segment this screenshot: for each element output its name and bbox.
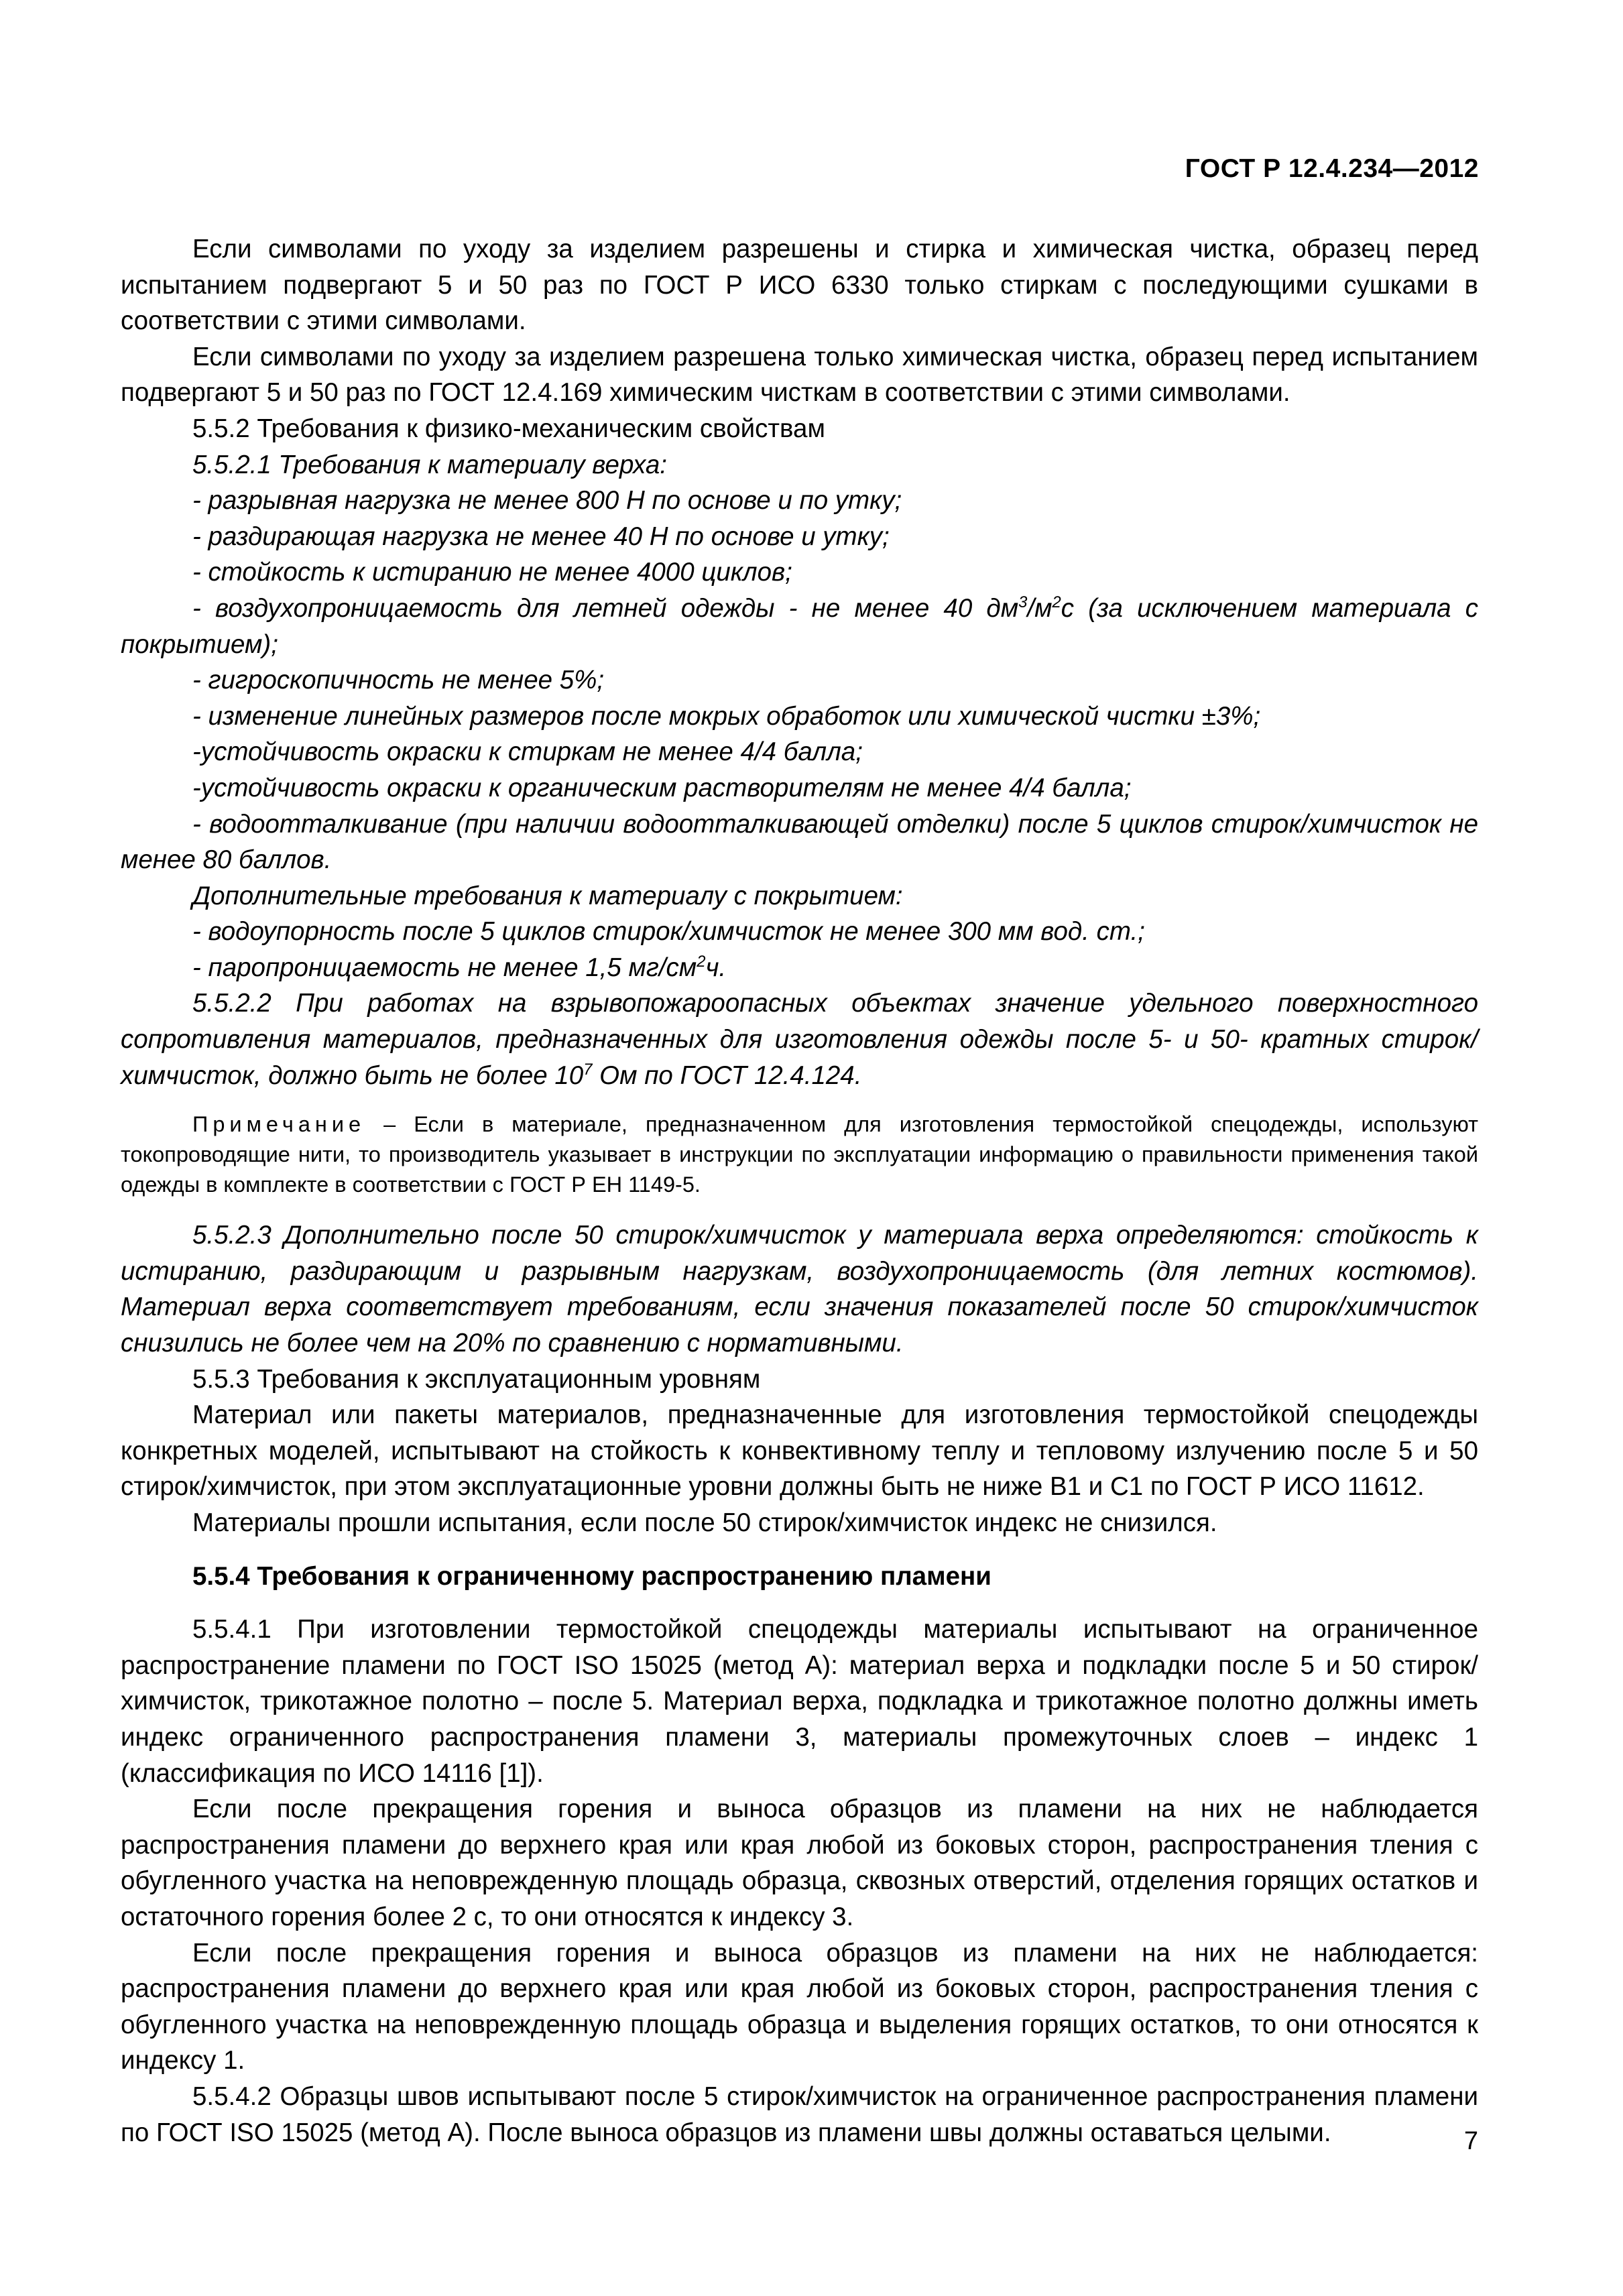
text-fragment: Ом по ГОСТ 12.4.124. — [592, 1061, 862, 1090]
document-body — [121, 231, 1478, 2151]
paragraph: Если символами по уходу за изделием разрешена только химическая чистка, образец перед испытанием подвергают 5 и 50 раз по ГОСТ 12.4.169 химическим чисткам в соответствии с этими символами. — [121, 342, 1478, 408]
paragraph: Если после прекращения горения и выноса образцов из пламени на них не наблюдается: распространения пламени до верхнего края или края любой из боковых сторон, распространения тления с обугленного участка на неповрежденную площадь образца и выделения горящих остатков, то они относятся к индексу 1. — [121, 1938, 1478, 2075]
page-number: 7 — [1463, 2127, 1478, 2155]
subsection-5-5-2-2 — [121, 985, 1478, 1093]
text-fragment: 5.5.2.2 При работах на взрывопожароопасных объектах значение удельного поверхностного сопротивления материалов, предназначенных для изготовления одежды после 5- и 50- кратных стирок/химчисток, должно быть не более 10 — [121, 989, 1478, 1090]
paragraph: Если после прекращения горения и выноса образцов из пламени на них не наблюдается распространения пламени до верхнего края или края любой из боковых сторон, распространения тления с обугленного участка на неповрежденную площадь образца, сквозных отверстий, отделения горящих остатков и остаточного горения более 2 с, то они относятся к индексу 3. — [121, 1795, 1478, 1931]
requirement-item: - разрывная нагрузка не менее 800 Н по основе и по утку; — [192, 486, 902, 516]
paragraph: Материалы прошли испытания, если после 50 стирок/химчисток индекс не снизился. — [192, 1508, 1217, 1537]
requirement-item: - изменение линейных размеров после мокрых обработок или химической чистки ±3%; — [192, 701, 1261, 731]
subsection-title-5-5-2-1: 5.5.2.1 Требования к материалу верха: — [192, 450, 668, 479]
text-fragment: ч. — [705, 953, 727, 982]
superscript: 7 — [583, 1060, 593, 1079]
section-heading-5-5-4: 5.5.4 Требования к ограниченному распространению пламени — [192, 1561, 991, 1591]
note-text: – Если в материале, предназначенном для изготовления термостойкой спецодежды, используют токопроводящие нити, то производитель указывает в инструкции по эксплуатации информацию о правильности применения такой одежды в комплекте в соответствии с ГОСТ Р ЕН 1149-5. — [121, 1112, 1478, 1197]
requirement-item-vapor-permeability — [121, 950, 1478, 986]
paragraph: Материал или пакеты материалов, предназначенные для изготовления термостойкой спецодежды конкретных моделей, испытывают на стойкость к конвективному теплу и тепловому излучению после 5 и 50 стирок/химчисток, при этом эксплуатационные уровни должны быть не ниже В1 и С1 по ГОСТ Р ИСО 11612. — [121, 1400, 1478, 1502]
document-number-header: ГОСТ Р 12.4.234—2012 — [1185, 154, 1479, 183]
note — [121, 1109, 1478, 1200]
requirement-item: - стойкость к истиранию не менее 4000 циклов; — [192, 558, 792, 587]
section-title-5-5-3: 5.5.3 Требования к эксплуатационным уровням — [192, 1364, 761, 1394]
text-fragment: - паропроницаемость не менее 1,5 мг/см — [192, 953, 697, 982]
requirement-item: - гигроскопичность не менее 5%; — [192, 666, 605, 695]
text-fragment: - воздухопроницаемость для летней одежды - не менее 40 дм — [192, 593, 1019, 623]
superscript: 2 — [697, 953, 706, 971]
requirement-item: - водоупорность после 5 циклов стирок/химчисток не менее 300 мм вод. ст.; — [192, 917, 1145, 947]
requirement-item-air-permeability — [121, 591, 1478, 662]
requirement-item: -устойчивость окраски к стиркам не менее 4/4 балла; — [192, 737, 863, 767]
coated-material-title: Дополнительные требования к материалу с покрытием: — [192, 881, 903, 910]
superscript: 2 — [1052, 593, 1061, 612]
requirement-item: - водоотталкивание (при наличии водоотталкивающей отделки) после 5 циклов стирок/химчисток не менее 80 баллов. — [121, 809, 1478, 875]
requirement-item: - раздирающая нагрузка не менее 40 Н по основе и утку; — [192, 522, 890, 551]
superscript: 3 — [1018, 593, 1028, 612]
text-fragment: с (за исключением материала с покрытием); — [121, 593, 1478, 659]
requirement-item: -устойчивость окраски к органическим растворителям не менее 4/4 балла; — [192, 773, 1132, 802]
text-fragment: /м — [1027, 593, 1053, 623]
paragraph: 5.5.4.2 Образцы швов испытывают после 5 стирок/химчисток на ограниченное распространения пламени по ГОСТ ISO 15025 (метод А). После выноса образцов из пламени швы должны оставаться целыми. — [121, 2081, 1478, 2147]
paragraph: 5.5.4.1 При изготовлении термостойкой спецодежды материалы испытывают на ограниченное распространение пламени по ГОСТ ISO 15025 (метод А): материал верха и подкладки после 5 и 50 стирок/ химчисток, трикотажное полотно – после 5. Материал верха, подкладка и трикотажное полотно должны иметь индекс ограниченного распространения пламени 3, материалы промежуточных слоев – индекс 1 (классификация по ИСО 14116 [1]). — [121, 1615, 1478, 1788]
subsection-5-5-2-3: 5.5.2.3 Дополнительно после 50 стирок/химчисток у материала верха определяются: стойкость к истиранию, раздирающим и разрывным нагрузкам, воздухопроницаемость (для летних костюмов). Материал верха соответствует требованиям, если значения показателей после 50 стирок/химчисток снизились не более чем на 20% по сравнению с нормативными. — [121, 1221, 1478, 1358]
section-title-5-5-2: 5.5.2 Требования к физико-механическим свойствам — [192, 414, 825, 443]
paragraph: Если символами по уходу за изделием разрешены и стирка и химическая чистка, образец перед испытанием подвергают 5 и 50 раз по ГОСТ Р ИСО 6330 только стиркам с последующими сушками в соответствии с этими символами. — [121, 235, 1478, 336]
note-label: Примечание — [192, 1112, 366, 1137]
